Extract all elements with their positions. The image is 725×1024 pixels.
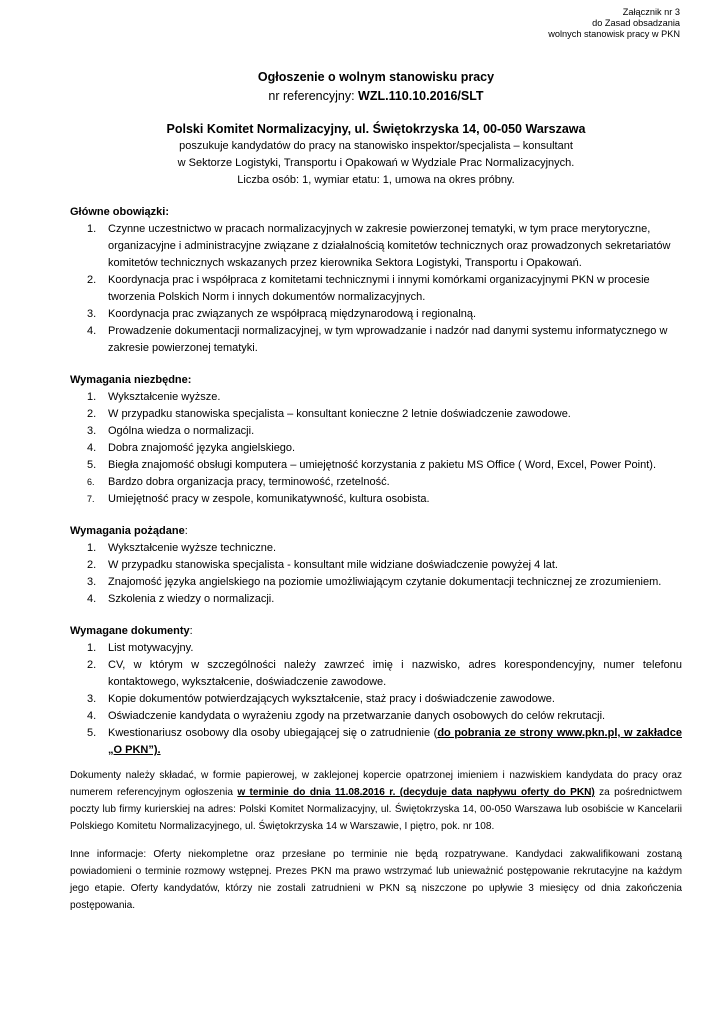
intro-line-3: Liczba osób: 1, wymiar etatu: 1, umowa na okres próbny. [237,174,515,186]
item-text: Prowadzenie dokumentacji normalizacyjnej, w tym wprowadzanie i nadzór nad danymi systemu informatycznego w zakresie powierzonej tematyki. [108,325,668,354]
list-item [70,406,682,423]
organization-address: Polski Komitet Normalizacyjny, ul. Świętokrzyska 14, 00-050 Warszawa [166,122,586,136]
item-number: 1. [87,642,97,654]
duties-title: Główne obowiązki: [70,206,170,218]
item-number: 3. [87,425,97,437]
item-number: 1. [87,223,97,235]
item-number: 3. [87,693,97,705]
item-number: 1. [87,542,97,554]
list-item [70,323,682,357]
item-text: Wykształcenie wyższe. [108,391,221,403]
item-number: 2. [87,659,97,671]
annex-note [548,7,680,40]
item-text: Oświadczenie kandydata o wyrażeniu zgody na przetwarzanie danych osobowych do celów rekrutacji. [108,710,606,722]
required-title: Wymagania niezbędne: [70,374,192,386]
preferred-title [70,523,682,540]
preferred-section [70,523,682,608]
list-item [70,640,682,657]
list-item [70,708,682,725]
list-item [70,423,682,440]
item-text: Wykształcenie wyższe techniczne. [108,542,277,554]
item-number: 7. [87,494,95,504]
download-link[interactable]: do pobrania ze strony www.pkn.pl, w zakładce „O PKN”). [108,727,682,756]
item-text: CV, w którym w szczególności należy zawrzeć imię i nazwisko, adres korespondencyjny, numer telefonu kontaktowego, wykształcenie, doświadczenie zawodowe. [108,659,682,688]
item-number: 3. [87,576,97,588]
questionnaire-text: Kwestionariusz osobowy dla osoby ubiegającej się o zatrudnienie ( [108,727,438,739]
item-number: 4. [87,325,97,337]
item-text: Szkolenia z wiedzy o normalizacji. [108,593,275,605]
item-text: Dobra znajomość języka angielskiego. [108,442,296,454]
item-number: 3. [87,308,97,320]
list-item [70,389,682,406]
item-text [108,725,682,759]
list-item [70,491,682,508]
preferred-title-colon: : [184,525,188,537]
documents-title-text: Wymagane dokumenty [70,625,190,637]
submission-paragraph [70,767,682,835]
intro-text [70,138,682,189]
item-text: Bardzo dobra organizacja pracy, terminowość, rzetelność. [108,476,390,488]
other-info-paragraph: Inne informacje: Oferty niekompletne oraz przesłane po terminie nie będą rozpatrywane. Kandydaci zakwalifikowani zostaną powiadomieni o terminie rozmowy wstępnej. Prezes PKN ma prawo wstrzymać lub unieważnić postępowanie rekrutacyjne na każdym jego etapie. Oferty kandydatów, którzy nie zostali zatrudnieni w PKN są niszczone po upływie 3 miesięcy od dnia zakończenia postępowania. [70,849,682,911]
item-text: Koordynacja prac związanych ze współpracą międzynarodową i regionalną. [108,308,477,320]
list-item [70,306,682,323]
item-number: 4. [87,442,97,454]
item-text: W przypadku stanowiska specjalista – konsultant konieczne 2 letnie doświadczenie zawodowe. [108,408,571,420]
item-number: 2. [87,274,97,286]
list-item [70,440,682,457]
list-item [70,221,682,272]
intro-line-2: w Sektorze Logistyki, Transportu i Opakowań w Wydziale Prac Normalizacyjnych. [177,157,575,169]
item-text: Czynne uczestnictwo w pracach normalizacyjnych w zakresie powierzonej tematyki, w tym prace merytoryczne, organizacyjne i administracyjne związane z działalnością komitetów technicznych oraz prowadzonych sekretariatów komitetów technicznych wskazanych przez kierownika Sektora Logistyki, Transportu i Opakowań. [108,223,671,269]
list-item [70,557,682,574]
submission-deadline: w terminie do dnia 11.08.2016 r. (decyduje data napływu oferty do PKN) [237,787,595,798]
reference-prefix: nr referencyjny: [268,89,359,103]
required-section [70,372,682,508]
item-text: Kopie dokumentów potwierdzających wykształcenie, staż pracy i doświadczenie zawodowe. [108,693,555,705]
job-announcement [70,68,682,914]
list-item [70,574,682,591]
submission-text-2: za pośrednictwem poczty lub firmy kurierskiej na adres: Polski Komitet Normalizacyjny, ul. Świętokrzyska 14, 00-050 Warszawa lub osobiście w Kancelarii Polskiego Komitetu Normalizacyjnego, ul. Świętokrzyska 14 w Warszawie, I piętro, pok. nr 108. [70,787,682,832]
list-item [70,657,682,691]
item-text: List motywacyjny. [108,642,194,654]
item-number: 4. [87,593,97,605]
item-text: Biegła znajomość obsługi komputera – umiejętność korzystania z pakietu MS Office ( Word, Excel, Power Point). [108,459,657,471]
item-text: Znajomość języka angielskiego na poziomie umożliwiającym czytanie dokumentacji technicznej ze zrozumieniem. [108,576,662,588]
item-number: 1. [87,391,97,403]
reference-number [70,87,682,106]
item-number: 5. [87,459,97,471]
item-number: 4. [87,710,97,722]
reference-value: WZL.110.10.2016/SLT [358,89,484,103]
list-item [70,272,682,306]
item-text: W przypadku stanowiska specjalista - konsultant mile widziane doświadczenie powyżej 4 lat. [108,559,558,571]
item-number: 5. [87,727,97,739]
item-text: Umiejętność pracy w zespole, komunikatywność, kultura osobista. [108,493,430,505]
list-item [70,591,682,608]
documents-title [70,623,682,640]
item-number: 6. [87,477,95,487]
item-number: 2. [87,559,97,571]
page-title: Ogłoszenie o wolnym stanowisku pracy [257,70,495,84]
annex-line-3: wolnych stanowisk pracy w PKN [548,29,680,39]
submission-text-1: Dokumenty należy składać, w formie papierowej, w zaklejonej kopercie opatrzonej imieniem i nazwiskiem kandydata do pracy oraz numerem referencyjnym ogłoszenia [70,770,682,798]
list-item [70,691,682,708]
documents-title-colon: : [189,625,193,637]
intro-line-1: poszukuje kandydatów do pracy na stanowisko inspektor/specjalista – konsultant [179,140,573,152]
list-item [70,725,682,759]
item-text: Koordynacja prac i współpraca z komitetami technicznymi i innymi komórkami organizacyjnymi PKN w procesie tworzenia Polskich Norm i innych dokumentów normalizacyjnych. [108,274,650,303]
item-text: Ogólna wiedza o normalizacji. [108,425,255,437]
documents-section [70,623,682,759]
list-item [70,457,682,474]
annex-line-2: do Zasad obsadzania [592,18,680,28]
duties-section [70,204,682,357]
annex-line-1: Załącznik nr 3 [622,7,680,17]
list-item [70,474,682,491]
preferred-title-text: Wymagania pożądane [70,525,185,537]
item-number: 2. [87,408,97,420]
list-item [70,540,682,557]
